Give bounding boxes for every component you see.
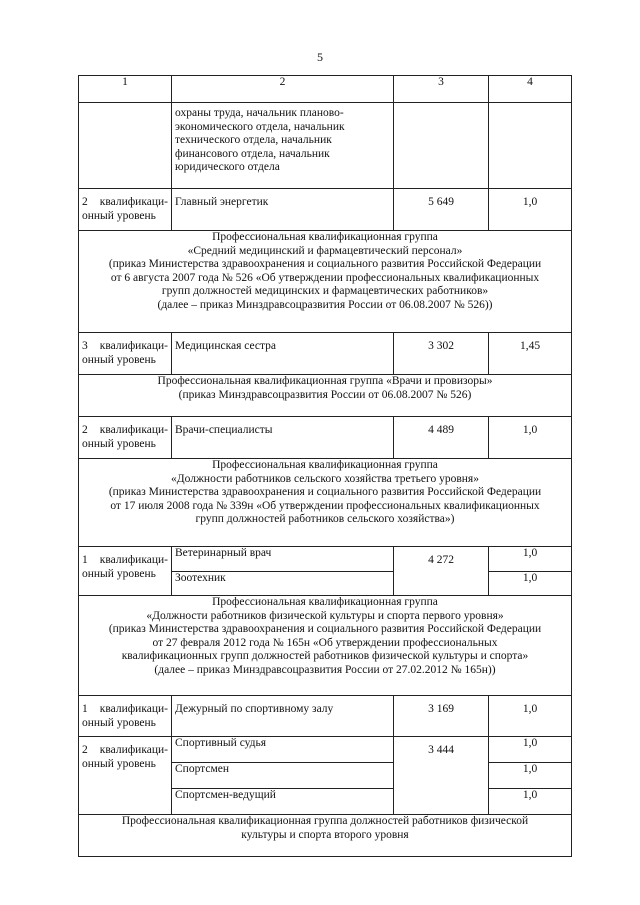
group-line: (приказ Министерства здравоохранения и социального развития Российской Федерации (108, 486, 542, 498)
page-number: 5 (317, 50, 323, 64)
salary-cell: 5 649 (394, 189, 489, 231)
table-header-row (79, 76, 572, 103)
coef-cell: 1,0 (489, 737, 572, 763)
position-line: финансового отдела, начальник (175, 147, 330, 160)
position-cell: Главный энергетик (172, 189, 394, 231)
table-row (79, 333, 572, 375)
group-line: Профессиональная квалификационная группа должностей работников физической (121, 815, 529, 827)
header-col-3: 3 (394, 76, 489, 103)
header-col-2: 2 (172, 76, 394, 103)
position-cell: Ветеринарный врач (172, 547, 394, 572)
group-line: групп должностей медицинских и фармацевтических работников» (161, 285, 489, 297)
group-line: «Должности работников физической культуры и спорта первого уровня» (146, 609, 504, 622)
group-line: (приказ Министерства здравоохранения и социального развития Российской Федерации (108, 623, 542, 635)
salary-cell: 3 444 (394, 737, 489, 815)
coef-cell: 1,0 (489, 696, 572, 737)
group-header (79, 375, 572, 417)
table-row-continued (79, 103, 572, 189)
group-header (79, 459, 572, 547)
group-header-row (79, 459, 572, 547)
header-col-4: 4 (489, 76, 572, 103)
group-line: (приказ Минздравсоцразвития России от 06.08.2007 № 526) (178, 388, 472, 401)
position-line: юридического отдела (175, 161, 280, 173)
group-line: (далее – приказ Минздравсоцразвития России от 27.02.2012 № 165н)) (154, 663, 496, 676)
level-cell: 1 квалификаци-онный уровень (79, 547, 172, 596)
group-line: Профессиональная квалификационная группа «Врачи и провизоры» (157, 375, 493, 387)
coef-cell: 1,0 (489, 572, 572, 596)
level-cell: 2 квалификаци-онный уровень (79, 417, 172, 459)
salary-cell (394, 103, 489, 189)
coef-cell (489, 103, 572, 189)
salary-cell: 3 169 (394, 696, 489, 737)
position-cell (172, 103, 394, 189)
group-header-row (79, 815, 572, 857)
position-cell: Медицинская сестра (172, 333, 394, 375)
group-header (79, 231, 572, 333)
position-cell: Спортивный судья (172, 737, 394, 763)
table-row (79, 737, 572, 763)
group-line: от 27 февраля 2012 года № 165н «Об утверждении профессиональных (152, 636, 498, 649)
table-row (79, 189, 572, 231)
salary-cell: 3 302 (394, 333, 489, 375)
coef-cell: 1,0 (489, 547, 572, 572)
group-line: групп должностей работников сельского хозяйства») (195, 513, 455, 525)
coef-cell: 1,0 (489, 789, 572, 815)
level-cell: 2 квалификаци-онный уровень (79, 189, 172, 231)
position-cell: Спортсмен-ведущий (172, 789, 394, 815)
position-cell: Зоотехник (172, 572, 394, 596)
group-line: от 17 июля 2008 года № 339н «Об утверждении профессиональных квалификационных (110, 499, 540, 512)
position-cell: Дежурный по спортивному залу (172, 696, 394, 737)
salary-cell: 4 489 (394, 417, 489, 459)
position-cell: Спортсмен (172, 763, 394, 789)
group-header (79, 596, 572, 696)
group-line: «Средний медицинский и фармацевтический персонал» (187, 244, 463, 257)
group-header-row (79, 596, 572, 696)
position-cell: Врачи-специалисты (172, 417, 394, 459)
position-line: охраны труда, начальник планово- (175, 107, 344, 119)
group-line: культуры и спорта второго уровня (241, 828, 409, 841)
table-row (79, 417, 572, 459)
group-line: квалификационных групп должностей работников физической культуры и спорта» (121, 650, 529, 662)
group-header-row (79, 375, 572, 417)
level-cell: 3 квалификаци-онный уровень (79, 333, 172, 375)
group-line: (приказ Министерства здравоохранения и социального развития Российской Федерации (108, 258, 542, 270)
salary-table (78, 75, 572, 857)
group-line: (далее – приказ Минздравсоцразвития России от 06.08.2007 № 526)) (157, 298, 493, 311)
table-row (79, 696, 572, 737)
salary-cell: 4 272 (394, 547, 489, 596)
group-header-row (79, 231, 572, 333)
position-line: экономического отдела, начальник (175, 120, 345, 133)
group-line: Профессиональная квалификационная группа (212, 459, 438, 471)
header-col-1: 1 (79, 76, 172, 103)
table-row (79, 547, 572, 572)
level-cell (79, 103, 172, 189)
group-line: Профессиональная квалификационная группа (212, 231, 438, 243)
group-line: «Должности работников сельского хозяйства третьего уровня» (171, 472, 479, 485)
coef-cell: 1,0 (489, 417, 572, 459)
coef-cell: 1,0 (489, 763, 572, 789)
group-line: Профессиональная квалификационная группа (212, 596, 438, 608)
group-line: от 6 августа 2007 года № 526 «Об утверждении профессиональных квалификационных (110, 271, 540, 284)
level-cell: 1 квалификаци-онный уровень (79, 696, 172, 737)
coef-cell: 1,45 (489, 333, 572, 375)
coef-cell: 1,0 (489, 189, 572, 231)
position-line: технического отдела, начальник (175, 134, 332, 146)
level-cell: 2 квалификаци-онный уровень (79, 737, 172, 815)
group-header (79, 815, 572, 857)
